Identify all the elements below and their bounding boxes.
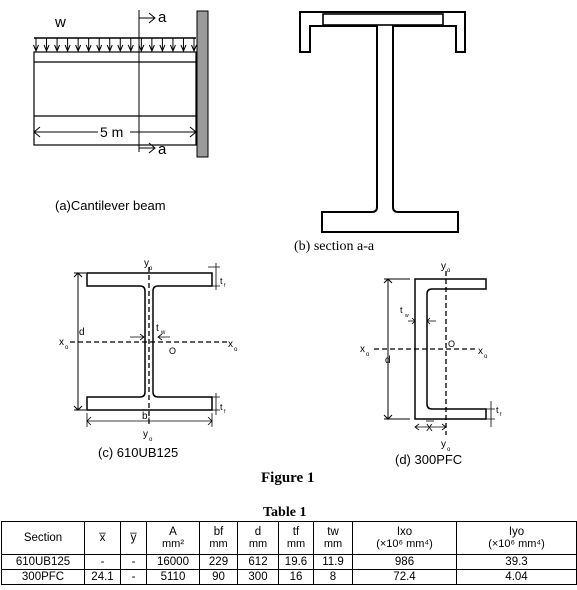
header-unit: (×10⁶ mm⁴) (488, 538, 545, 550)
table-header-cell (279, 522, 314, 555)
pfc-tf-label: t (496, 405, 499, 415)
load-arrow (76, 38, 81, 51)
table-cell: 986 (353, 555, 457, 570)
header-label: tf (292, 526, 300, 538)
pfc-x-right-sub: o (484, 354, 488, 360)
header-unit: (×10⁶ mm⁴) (376, 538, 433, 550)
table-cell: - (85, 555, 121, 570)
ub-tf-top-label: t (220, 276, 223, 286)
properties-table (1, 521, 577, 585)
section-aa-diagram (290, 0, 480, 260)
table-header-cell (147, 522, 200, 555)
header-unit: mm (209, 538, 228, 550)
table-header-cell (2, 522, 85, 555)
beam-caption: (a)Cantilever beam (55, 198, 166, 213)
table-cell: 16000 (147, 555, 200, 570)
pfc-tf-sub: f (500, 412, 502, 418)
pfc-tw-label: t (400, 305, 403, 315)
pfc-section-diagram (350, 255, 550, 470)
section-aa-caption: (b) section a-a (294, 239, 375, 254)
pfc-caption: (d) 300PFC (395, 452, 463, 467)
header-label: Iyo (508, 526, 525, 538)
pfc-y-bottom-sub: o (447, 447, 451, 453)
section-cut-top-label: a (158, 9, 167, 26)
ub-tf-top-sub: f (224, 283, 226, 289)
ub-y-top-label: y (144, 258, 149, 269)
section-cut-bottom-label: a (158, 141, 167, 158)
ub-x-left-label: x (59, 337, 64, 348)
header-label: y̅ (130, 532, 137, 544)
pfc-depth-label: d (385, 355, 391, 366)
figure-title: Figure 1 (261, 470, 315, 486)
ub-y-top-sub: o (149, 266, 153, 272)
section-aa-outline (300, 12, 465, 232)
ub-tw-sub: w (161, 330, 166, 336)
ub-section-diagram (50, 255, 250, 465)
ub-tf-bottom-label: t (220, 402, 223, 412)
section-aa-top-plate (323, 14, 443, 25)
table-header-cell (200, 522, 238, 555)
pfc-origin-label: O (448, 339, 456, 349)
table-cell: 39.3 (457, 555, 577, 570)
ub-y-bottom-sub: o (149, 437, 153, 443)
section-cut-top-arrow (139, 13, 155, 23)
table-header-cell (314, 522, 353, 555)
table-cell: - (121, 570, 147, 585)
ub-y-bottom-label: y (143, 429, 148, 440)
pfc-x-right-label: x (478, 346, 483, 357)
header-label: tw (327, 526, 339, 538)
load-arrow (170, 38, 175, 51)
ub-origin-label: O (169, 346, 177, 356)
ub-bf-sub: f (148, 418, 150, 424)
load-arrow (65, 38, 70, 51)
header-label: Ixo (396, 526, 413, 538)
table-cell: 16 (279, 570, 314, 585)
table-header-row (2, 522, 577, 555)
pfc-x-left-label: x (360, 344, 365, 355)
header-label: d (254, 526, 262, 538)
ub-x-right-label: x (228, 339, 233, 350)
load-arrow (34, 38, 39, 51)
load-arrow (128, 38, 133, 51)
table-row (2, 555, 577, 570)
table-cell: 610UB125 (2, 555, 85, 570)
pfc-y-bottom-label: y (441, 439, 446, 450)
table-body (2, 555, 577, 585)
table-header-cell (457, 522, 577, 555)
pfc-xbar-label: X (426, 423, 433, 434)
ub-x-left-sub: o (65, 345, 69, 351)
header-unit: mm² (162, 538, 184, 550)
table-cell: 5110 (147, 570, 200, 585)
table-cell: 612 (238, 555, 279, 570)
table-title: Table 1 (263, 505, 307, 520)
header-label: bf (213, 526, 224, 538)
table-cell: - (121, 555, 147, 570)
table-header-cell (353, 522, 457, 555)
load-arrow (118, 38, 123, 51)
cantilever-beam-diagram (0, 0, 230, 230)
load-arrow (181, 38, 186, 51)
table-row (2, 570, 577, 585)
header-label: A (169, 526, 177, 538)
load-arrow (139, 38, 144, 51)
table-cell: 229 (200, 555, 238, 570)
header-unit: mm (248, 538, 268, 550)
table-header-cell (121, 522, 147, 555)
table-cell: 19.6 (279, 555, 314, 570)
load-arrow (86, 38, 91, 51)
wall-support (197, 11, 208, 157)
pfc-x-left-sub: o (366, 352, 370, 358)
table-cell: 72.4 (353, 570, 457, 585)
ub-bf-label: b (142, 411, 148, 422)
load-arrow (97, 38, 102, 51)
table-cell: 90 (200, 570, 238, 585)
header-unit: mm (286, 538, 306, 550)
header-label: x̅ (99, 532, 106, 544)
load-arrow (149, 38, 154, 51)
load-arrow (107, 38, 112, 51)
table-cell: 300 (238, 570, 279, 585)
ub-caption: (c) 610UB125 (98, 445, 179, 460)
ub-x-right-sub: o (234, 347, 238, 353)
pfc-y-top-label: y (441, 261, 446, 272)
table-cell: 11.9 (314, 555, 353, 570)
span-label: 5 m (100, 124, 124, 140)
load-arrow (192, 38, 197, 51)
ub-tf-bottom-sub: f (224, 409, 226, 415)
load-arrow (55, 38, 60, 51)
load-arrow (160, 38, 165, 51)
load-label: w (55, 14, 66, 31)
ub-tw-label: t (156, 323, 159, 334)
table-cell: 8 (314, 570, 353, 585)
load-arrows (34, 38, 197, 51)
table-header-cell (238, 522, 279, 555)
table-header-cell (85, 522, 121, 555)
table-cell: 300PFC (2, 570, 85, 585)
load-arrow (44, 38, 49, 51)
pfc-y-top-sub: o (447, 268, 451, 274)
ub-depth-label: d (79, 327, 85, 338)
header-unit: mm (323, 538, 343, 550)
pfc-tw-sub: w (405, 313, 409, 319)
table-cell: 4.04 (457, 570, 577, 585)
table-cell: 24.1 (85, 570, 121, 585)
header-label: Section (23, 532, 63, 544)
